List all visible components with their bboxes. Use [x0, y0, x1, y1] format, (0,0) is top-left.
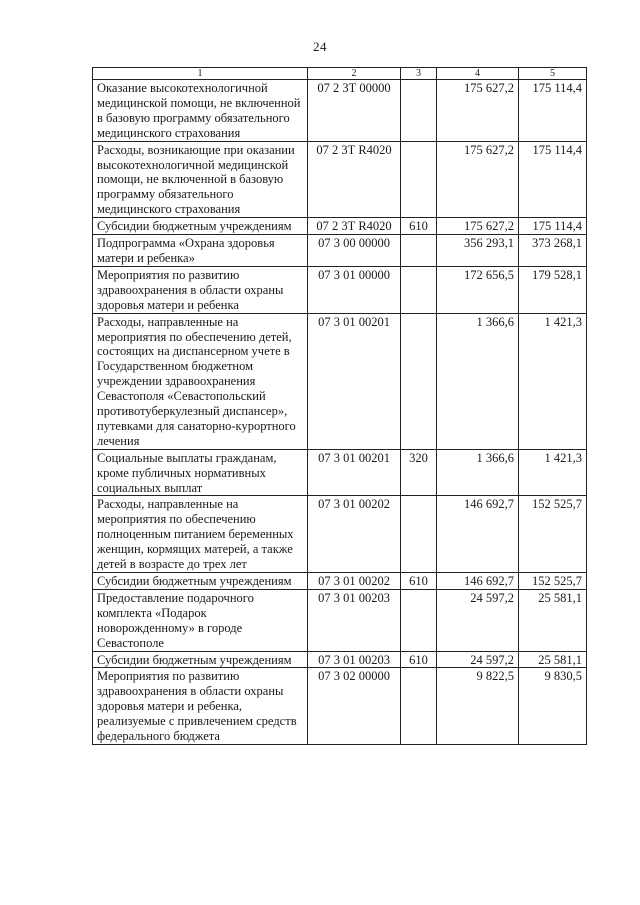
table-row [93, 589, 587, 651]
row-expense-type: 320 [401, 449, 437, 496]
row-name: Предоставление подарочного комплекта «Подарок новорожденному» в городе Севастополе [93, 589, 308, 651]
row-name: Мероприятия по развитию здравоохранения в области охраны здоровья матери и ребенка [93, 266, 308, 313]
header-col-year2: 5 [519, 68, 587, 80]
row-amount-year1: 172 656,5 [437, 266, 519, 313]
table-body [93, 80, 587, 745]
row-amount-year2: 9 830,5 [519, 668, 587, 745]
table-row [93, 449, 587, 496]
table-row [93, 218, 587, 235]
row-amount-year1: 356 293,1 [437, 235, 519, 267]
row-amount-year2: 25 581,1 [519, 651, 587, 668]
row-amount-year1: 146 692,7 [437, 496, 519, 573]
row-expense-type: 610 [401, 573, 437, 590]
row-expense-type [401, 235, 437, 267]
row-code: 07 3 01 00202 [308, 496, 401, 573]
table-row [93, 573, 587, 590]
row-amount-year2: 1 421,3 [519, 313, 587, 449]
row-amount-year1: 1 366,6 [437, 449, 519, 496]
budget-table [92, 67, 587, 745]
row-name: Субсидии бюджетным учреждениям [93, 573, 308, 590]
row-expense-type [401, 266, 437, 313]
row-code: 07 3 00 00000 [308, 235, 401, 267]
row-name: Расходы, возникающие при оказании высокотехнологичной медицинской помощи, не включенной в базовую программу обязательного медицинского страхования [93, 141, 308, 218]
table-row [93, 235, 587, 267]
table-row [93, 266, 587, 313]
header-col-year1: 4 [437, 68, 519, 80]
row-code: 07 2 3Т R4020 [308, 141, 401, 218]
row-code: 07 3 01 00201 [308, 313, 401, 449]
row-amount-year2: 179 528,1 [519, 266, 587, 313]
table-row [93, 313, 587, 449]
row-expense-type [401, 141, 437, 218]
row-code: 07 3 01 00203 [308, 651, 401, 668]
row-name: Субсидии бюджетным учреждениям [93, 218, 308, 235]
row-code: 07 3 01 00201 [308, 449, 401, 496]
row-amount-year1: 175 627,2 [437, 80, 519, 142]
row-name: Мероприятия по развитию здравоохранения в области охраны здоровья матери и ребенка, реализуемые с привлечением средств федерального бюджета [93, 668, 308, 745]
table-row [93, 141, 587, 218]
row-amount-year2: 175 114,4 [519, 80, 587, 142]
row-amount-year2: 373 268,1 [519, 235, 587, 267]
table-row [93, 651, 587, 668]
header-row [93, 68, 587, 80]
row-amount-year2: 152 525,7 [519, 573, 587, 590]
row-expense-type: 610 [401, 218, 437, 235]
row-name: Субсидии бюджетным учреждениям [93, 651, 308, 668]
row-code: 07 3 02 00000 [308, 668, 401, 745]
row-amount-year1: 1 366,6 [437, 313, 519, 449]
row-code: 07 2 3Т 00000 [308, 80, 401, 142]
row-expense-type [401, 589, 437, 651]
row-amount-year2: 175 114,4 [519, 218, 587, 235]
header-col-type: 3 [401, 68, 437, 80]
row-amount-year1: 9 822,5 [437, 668, 519, 745]
row-amount-year1: 175 627,2 [437, 218, 519, 235]
header-col-code: 2 [308, 68, 401, 80]
table-row [93, 668, 587, 745]
row-name: Расходы, направленные на мероприятия по обеспечению полноценным питанием беременных женщин, кормящих матерей, а также детей в возрасте до трех лет [93, 496, 308, 573]
row-expense-type [401, 313, 437, 449]
row-name: Социальные выплаты гражданам, кроме публичных нормативных социальных выплат [93, 449, 308, 496]
page-number: 24 [313, 39, 327, 54]
row-amount-year1: 24 597,2 [437, 651, 519, 668]
row-code: 07 3 01 00203 [308, 589, 401, 651]
header-col-name: 1 [93, 68, 308, 80]
row-name: Расходы, направленные на мероприятия по обеспечению детей, состоящих на диспансерном учете в Государственном бюджетном учреждении здравоохранения Севастополя «Севастопольский противотуберкулезный диспансер», путевками для санаторно-курортного лечения [93, 313, 308, 449]
row-amount-year2: 175 114,4 [519, 141, 587, 218]
row-code: 07 3 01 00202 [308, 573, 401, 590]
row-expense-type [401, 496, 437, 573]
row-code: 07 3 01 00000 [308, 266, 401, 313]
row-amount-year2: 1 421,3 [519, 449, 587, 496]
row-amount-year2: 152 525,7 [519, 496, 587, 573]
row-code: 07 2 3Т R4020 [308, 218, 401, 235]
row-name: Оказание высокотехнологичной медицинской помощи, не включенной в базовую программу обязательного медицинского страхования [93, 80, 308, 142]
row-expense-type: 610 [401, 651, 437, 668]
row-amount-year1: 146 692,7 [437, 573, 519, 590]
row-name: Подпрограмма «Охрана здоровья матери и ребенка» [93, 235, 308, 267]
row-amount-year1: 24 597,2 [437, 589, 519, 651]
row-amount-year2: 25 581,1 [519, 589, 587, 651]
row-expense-type [401, 668, 437, 745]
row-expense-type [401, 80, 437, 142]
row-amount-year1: 175 627,2 [437, 141, 519, 218]
table-row [93, 496, 587, 573]
table-row [93, 80, 587, 142]
